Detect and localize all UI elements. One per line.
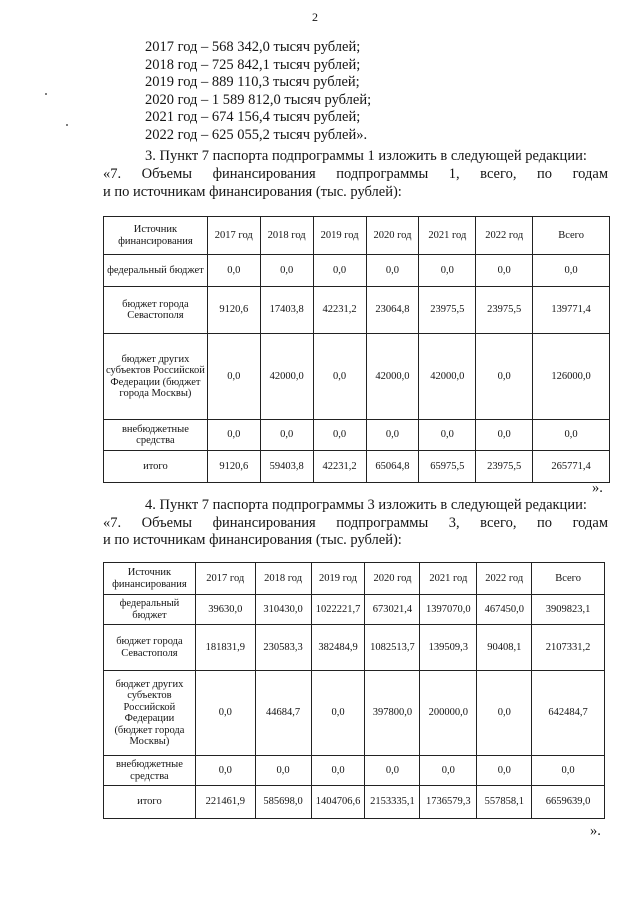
table-header-cell: 2018 год bbox=[255, 563, 311, 595]
table-cell: внебюджетные средства bbox=[104, 756, 196, 786]
table-cell: 1082513,7 bbox=[365, 625, 420, 671]
table-cell: 0,0 bbox=[477, 671, 532, 756]
table-cell: 0,0 bbox=[476, 334, 533, 420]
scan-speck bbox=[66, 124, 68, 126]
table-row bbox=[104, 451, 610, 483]
table-cell: 17403,8 bbox=[260, 287, 313, 334]
table-cell: 181831,9 bbox=[195, 625, 255, 671]
table-row bbox=[104, 334, 610, 420]
table-cell: итого bbox=[104, 451, 208, 483]
section4-heading: 4. Пункт 7 паспорта подпрограммы 3 изложить в следующей редакции: bbox=[145, 497, 587, 513]
table-cell: 0,0 bbox=[420, 756, 477, 786]
section4-closing-quote: ». bbox=[590, 823, 601, 839]
table-cell: 1397070,0 bbox=[420, 595, 477, 625]
table-cell: 397800,0 bbox=[365, 671, 420, 756]
table-header-cell: 2020 год bbox=[366, 217, 419, 255]
table-cell: 139771,4 bbox=[533, 287, 610, 334]
table-header-cell: Источник финансирования bbox=[104, 217, 208, 255]
table-cell: 39630,0 bbox=[195, 595, 255, 625]
table-cell: 557858,1 bbox=[477, 786, 532, 819]
table-row bbox=[104, 625, 605, 671]
table-cell: 2153335,1 bbox=[365, 786, 420, 819]
table-cell: 90408,1 bbox=[477, 625, 532, 671]
table-cell: 126000,0 bbox=[533, 334, 610, 420]
table-cell: 9120,6 bbox=[207, 287, 260, 334]
table-cell: 467450,0 bbox=[477, 595, 532, 625]
table-header-cell: 2021 год bbox=[419, 217, 476, 255]
table-cell: 0,0 bbox=[419, 255, 476, 287]
table-header-cell: Всего bbox=[533, 217, 610, 255]
table-cell: 23975,5 bbox=[476, 287, 533, 334]
table-cell: 0,0 bbox=[476, 255, 533, 287]
table-header-cell: 2022 год bbox=[476, 217, 533, 255]
year-line: 2021 год – 674 156,4 тысяч рублей; bbox=[145, 109, 361, 126]
table-header-cell: 2022 год bbox=[477, 563, 532, 595]
table-cell: 23975,5 bbox=[476, 451, 533, 483]
table-cell: 1404706,6 bbox=[311, 786, 365, 819]
section3-closing-quote: ». bbox=[592, 480, 603, 496]
year-line: 2020 год – 1 589 812,0 тысяч рублей; bbox=[145, 91, 372, 108]
table-cell: 0,0 bbox=[195, 671, 255, 756]
table-cell: 0,0 bbox=[366, 255, 419, 287]
table-cell: бюджет других субъектов Российской Федерации (бюджет города Москвы) bbox=[104, 334, 208, 420]
table-header-cell: Всего bbox=[532, 563, 605, 595]
financing-table-subprogram-3 bbox=[103, 562, 605, 819]
page-number: 2 bbox=[312, 10, 318, 24]
table-cell: 44684,7 bbox=[255, 671, 311, 756]
table-header-cell: 2021 год bbox=[420, 563, 477, 595]
table-cell: 230583,3 bbox=[255, 625, 311, 671]
table-cell: 0,0 bbox=[532, 756, 605, 786]
table-cell: 0,0 bbox=[533, 255, 610, 287]
year-line: 2022 год – 625 055,2 тысяч рублей». bbox=[145, 126, 368, 143]
year-line: 2019 год – 889 110,3 тысяч рублей; bbox=[145, 74, 360, 91]
table-cell: 3909823,1 bbox=[532, 595, 605, 625]
table-cell: 0,0 bbox=[366, 420, 419, 451]
table-cell: 382484,9 bbox=[311, 625, 365, 671]
table-cell: 0,0 bbox=[533, 420, 610, 451]
table-row bbox=[104, 595, 605, 625]
table-cell: 0,0 bbox=[311, 671, 365, 756]
section3-line1: «7. Объемы финансирования подпрограммы 1, всего, по годам bbox=[103, 166, 608, 182]
table-cell: федеральный бюджет bbox=[104, 255, 208, 287]
table-cell: итого bbox=[104, 786, 196, 819]
table-cell: федеральный бюджет bbox=[104, 595, 196, 625]
table-cell: 673021,4 bbox=[365, 595, 420, 625]
table-row bbox=[104, 786, 605, 819]
table-cell: 1022221,7 bbox=[311, 595, 365, 625]
table-cell: 0,0 bbox=[419, 420, 476, 451]
table-row bbox=[104, 420, 610, 451]
table-cell: 0,0 bbox=[477, 756, 532, 786]
table-cell: 310430,0 bbox=[255, 595, 311, 625]
scan-speck bbox=[45, 93, 47, 95]
table-cell: 0,0 bbox=[195, 756, 255, 786]
year-funding-list bbox=[145, 39, 371, 145]
table-header-cell: 2017 год bbox=[195, 563, 255, 595]
table-cell: 42231,2 bbox=[313, 287, 366, 334]
table-row bbox=[104, 671, 605, 756]
table-cell: 65064,8 bbox=[366, 451, 419, 483]
table-row bbox=[104, 756, 605, 786]
table-cell: 42000,0 bbox=[419, 334, 476, 420]
table-cell: 0,0 bbox=[207, 255, 260, 287]
table-cell: 0,0 bbox=[260, 255, 313, 287]
table-row bbox=[104, 255, 610, 287]
table-cell: 23064,8 bbox=[366, 287, 419, 334]
table-cell: 0,0 bbox=[476, 420, 533, 451]
table-cell: бюджет города Севастополя bbox=[104, 287, 208, 334]
table-header-cell: 2019 год bbox=[313, 217, 366, 255]
section3-line2: и по источникам финансирования (тыс. рублей): bbox=[103, 184, 402, 200]
table-cell: 42000,0 bbox=[366, 334, 419, 420]
table-cell: 139509,3 bbox=[420, 625, 477, 671]
table-cell: 0,0 bbox=[260, 420, 313, 451]
year-line: 2018 год – 725 842,1 тысяч рублей; bbox=[145, 56, 361, 73]
table-cell: 42231,2 bbox=[313, 451, 366, 483]
table-header-cell: 2017 год bbox=[207, 217, 260, 255]
table-cell: внебюджетные средства bbox=[104, 420, 208, 451]
section3-heading: 3. Пункт 7 паспорта подпрограммы 1 изложить в следующей редакции: bbox=[145, 148, 587, 164]
table-row bbox=[104, 287, 610, 334]
table-cell: 65975,5 bbox=[419, 451, 476, 483]
table-cell: 642484,7 bbox=[532, 671, 605, 756]
table-cell: 0,0 bbox=[313, 255, 366, 287]
table-cell: 0,0 bbox=[313, 334, 366, 420]
section4-line1: «7. Объемы финансирования подпрограммы 3, всего, по годам bbox=[103, 515, 608, 531]
section4-line2: и по источникам финансирования (тыс. рублей): bbox=[103, 532, 402, 548]
table-cell: 0,0 bbox=[365, 756, 420, 786]
table-cell: 265771,4 bbox=[533, 451, 610, 483]
table-header-cell: 2020 год bbox=[365, 563, 420, 595]
table-cell: бюджет города Севастополя bbox=[104, 625, 196, 671]
table-cell: 0,0 bbox=[311, 756, 365, 786]
table-cell: 6659639,0 bbox=[532, 786, 605, 819]
table-cell: 9120,6 bbox=[207, 451, 260, 483]
table-cell: 0,0 bbox=[207, 334, 260, 420]
table-cell: 585698,0 bbox=[255, 786, 311, 819]
table-cell: 0,0 bbox=[313, 420, 366, 451]
table-header-cell: 2019 год bbox=[311, 563, 365, 595]
table-cell: бюджет других субъектов Российской Федерации (бюджет города Москвы) bbox=[104, 671, 196, 756]
table-cell: 0,0 bbox=[207, 420, 260, 451]
table-header-row bbox=[104, 563, 605, 595]
table-cell: 200000,0 bbox=[420, 671, 477, 756]
financing-table-subprogram-1 bbox=[103, 216, 610, 483]
table-cell: 59403,8 bbox=[260, 451, 313, 483]
table-cell: 2107331,2 bbox=[532, 625, 605, 671]
table-cell: 23975,5 bbox=[419, 287, 476, 334]
table-cell: 1736579,3 bbox=[420, 786, 477, 819]
table-cell: 221461,9 bbox=[195, 786, 255, 819]
table-header-cell: Источник финансирования bbox=[104, 563, 196, 595]
table-cell: 42000,0 bbox=[260, 334, 313, 420]
table-header-row bbox=[104, 217, 610, 255]
table-cell: 0,0 bbox=[255, 756, 311, 786]
table-header-cell: 2018 год bbox=[260, 217, 313, 255]
year-line: 2017 год – 568 342,0 тысяч рублей; bbox=[145, 39, 361, 55]
